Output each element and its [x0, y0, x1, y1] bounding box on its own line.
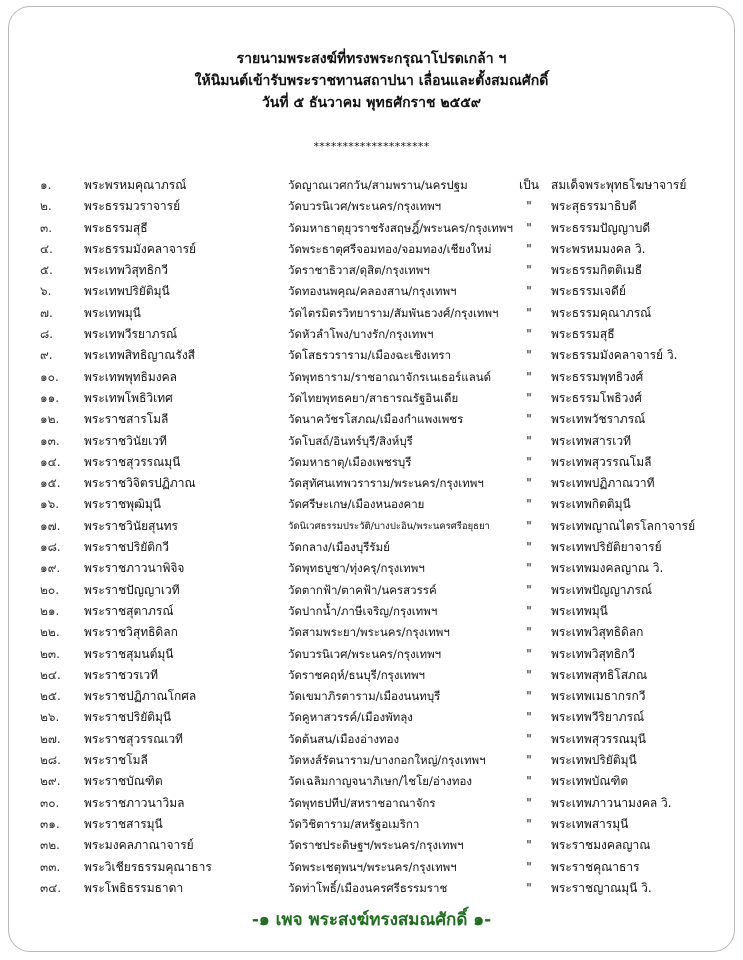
- temple-location: วัดท่าโพธิ์/เมืองนครศรีธรรมราช: [288, 880, 448, 895]
- ditto-mark: ": [526, 625, 532, 640]
- monk-current-title: พระเทพพุทธิมงคล: [84, 369, 178, 384]
- monk-current-title: พระวิเชียรธรรมคุณาธาร: [84, 859, 212, 874]
- item-number: ๑๔.: [40, 454, 61, 469]
- list-item: [0, 665, 743, 686]
- temple-location: วัดทองนพคุณ/คลองสาน/กรุงเทพฯ: [288, 284, 457, 299]
- ditto-mark: เป็น: [519, 178, 539, 192]
- monk-current-title: พระราชโมลี: [84, 753, 148, 768]
- new-title: พระเทพภาวนามงคล วิ.: [551, 795, 672, 810]
- temple-location: วัดวิชิตาราม/สหรัฐอเมริกา: [288, 816, 420, 831]
- new-title: พระเทพสารเวที: [551, 433, 631, 448]
- monk-current-title: พระเทพโพธิวิเทศ: [84, 390, 173, 405]
- new-title: พระธรรมโพธิวงศ์: [551, 390, 642, 405]
- item-number: ๙.: [40, 348, 53, 363]
- item-number: ๒๕.: [40, 689, 61, 704]
- list-item: [0, 367, 743, 388]
- item-number: ๒๗.: [40, 731, 61, 746]
- list-item: [0, 857, 743, 878]
- ditto-mark: ": [526, 603, 532, 618]
- ditto-mark: ": [526, 795, 532, 810]
- ditto-mark: ": [526, 476, 532, 491]
- monk-current-title: พระราชสารโมลี: [84, 412, 169, 427]
- monk-current-title: พระมงคลภาณาจารย์: [84, 838, 194, 853]
- list-item: [0, 218, 743, 239]
- new-title: พระเทพกิตติมุนี: [551, 497, 631, 512]
- new-title: พระเทพสุวรรณโมลี: [551, 454, 652, 469]
- new-title: พระธรรมพุทธิวงศ์: [551, 369, 644, 384]
- item-number: ๕.: [40, 263, 53, 278]
- list-item: [0, 622, 743, 643]
- list-item: [0, 644, 743, 665]
- item-number: ๑๒.: [40, 412, 60, 427]
- temple-location: วัดตากฟ้า/ตาคฟ้า/นครสวรรค์: [288, 582, 437, 597]
- temple-location: วัดพุทธปทีป/สหราชอาณาจักร: [288, 795, 436, 810]
- new-title: พระเทพสุวรรณมุนี: [551, 731, 646, 746]
- header-date-line: วันที่ ๕ ธันวาคม พุทธศักราช ๒๕๕๙: [261, 95, 482, 111]
- ditto-mark: ": [526, 689, 532, 704]
- temple-location: วัดพระธาตุศรีจอมทอง/จอมทอง/เชียงใหม่: [288, 241, 492, 256]
- temple-location: วัดเขมาภิรตาราม/เมืองนนทบุรี: [288, 689, 441, 704]
- temple-location: วัดสามพระยา/พระนคร/กรุงเทพฯ: [288, 625, 450, 640]
- item-number: ๒๐.: [40, 582, 60, 597]
- temple-location: วัดเฉลิมกาญจนาภิเษก/ไชโย/อ่างทอง: [288, 774, 472, 789]
- item-number: ๒๘.: [40, 753, 61, 768]
- separator: ********************: [313, 140, 430, 153]
- new-title: พระเทพญาณไตรโลกาจารย์: [551, 518, 696, 533]
- new-title: พระธรรมสุธี: [551, 327, 615, 342]
- monk-current-title: พระราชสารมุนี: [84, 816, 163, 831]
- ditto-mark: ": [526, 731, 532, 746]
- new-title: พระธรรมคุณาภรณ์: [551, 305, 652, 320]
- temple-location: วัดพุทธบูชา/ทุ่งครุ/กรุงเทพฯ: [288, 561, 425, 576]
- temple-location: วัดไทยพุทธคยา/สาธารณรัฐอินเดีย: [288, 390, 459, 405]
- temple-location: วัดโสธรวราราม/เมืองฉะเชิงเทรา: [288, 348, 452, 363]
- list-item: [0, 388, 743, 409]
- temple-location: วัดศรีษะเกษ/เมืองหนองคาย: [288, 497, 425, 512]
- header-title-line2: ให้นิมนต์เข้ารับพระราชทานสถาปนา เลื่อนและตั้งสมณศักดิ์: [194, 73, 549, 89]
- item-number: ๒๑.: [40, 603, 60, 618]
- temple-location: วัดบวรนิเวศ/พระนคร/กรุงเทพฯ: [288, 646, 442, 661]
- item-number: ๒๔.: [40, 667, 61, 682]
- ditto-mark: ": [526, 774, 532, 789]
- temple-location: วัดคูหาสวรรค์/เมืองพัทลุง: [288, 710, 413, 725]
- list-item: [0, 431, 743, 452]
- ditto-mark: ": [526, 667, 532, 682]
- new-title: พระเทพสุทธิโสภณ: [551, 667, 648, 682]
- list-item: [0, 324, 743, 345]
- ditto-mark: ": [526, 540, 532, 555]
- list-item: [0, 516, 743, 537]
- new-title: พระเทพปัญญาภรณ์: [551, 582, 653, 597]
- item-number: ๔.: [40, 241, 53, 256]
- list-item: [0, 452, 743, 473]
- monk-current-title: พระราชสุวรรณมุนี: [84, 454, 181, 469]
- list-item: [0, 686, 743, 707]
- item-number: ๒๒.: [40, 625, 60, 640]
- list-item: [0, 793, 743, 814]
- temple-location: วัดราชประดิษฐฯ/พระนคร/กรุงเทพฯ: [288, 838, 464, 853]
- monk-current-title: พระราชพุฒิมุนี: [84, 497, 161, 512]
- monk-current-title: พระราชวิจิตรปฏิภาณ: [84, 476, 196, 491]
- ditto-mark: ": [526, 518, 532, 533]
- ditto-mark: ": [526, 816, 532, 831]
- new-title: พระเทพปริยัติยาจารย์: [551, 540, 662, 555]
- new-title: พระเทพปริยัติมุนี: [551, 753, 637, 768]
- new-title: พระเทพสารมุนี: [551, 816, 629, 831]
- new-title: พระราชคุณาธาร: [551, 859, 640, 874]
- list-item: [0, 239, 743, 260]
- list-item: [0, 303, 743, 324]
- ditto-mark: ": [526, 327, 532, 342]
- list-item: [0, 175, 743, 196]
- ditto-mark: ": [526, 284, 532, 299]
- monk-current-title: พระราชภาวนาวิมล: [84, 795, 185, 810]
- ditto-mark: ": [526, 220, 532, 235]
- item-number: ๒๙.: [40, 774, 61, 789]
- monk-current-title: พระธรรมวราจารย์: [84, 199, 181, 214]
- item-number: ๑๘.: [40, 540, 61, 555]
- temple-location: วัดปากน้ำ/ภาษีเจริญ/กรุงเทพฯ: [288, 603, 438, 618]
- temple-location: วัดมหาธาตุยุวราชรังสฤษฎิ์/พระนคร/กรุงเทพฯ: [288, 220, 513, 235]
- ditto-mark: ": [526, 348, 532, 363]
- item-number: ๘.: [40, 327, 54, 342]
- temple-location: วัดราชาธิวาส/ดุสิต/กรุงเทพฯ: [288, 263, 430, 278]
- new-title: พระธรรมปัญญาบดี: [551, 220, 651, 235]
- list-item: [0, 601, 743, 622]
- new-title: สมเด็จพระพุทธโฆษาจารย์: [551, 178, 687, 192]
- ditto-mark: ": [526, 710, 532, 725]
- temple-location: วัดนิเวศธรรมประวัติ/บางปะอิน/พระนครศรีอยุธยา: [288, 520, 490, 532]
- list-item: [0, 473, 743, 494]
- monk-current-title: พระธรรมสุธี: [84, 220, 148, 235]
- item-number: ๒๖.: [40, 710, 60, 725]
- new-title: พระธรรมเจดีย์: [551, 284, 626, 299]
- item-number: ๒๓.: [40, 646, 60, 661]
- footer-page-name: -๑ เพจ พระสงฆ์ทรงสมณศักดิ์ ๑-: [251, 910, 492, 930]
- temple-location: วัดนาควัชรโสภณ/เมืองกำแพงเพชร: [288, 412, 464, 427]
- item-number: ๑.: [40, 178, 52, 192]
- new-title: พระราชญาณมุนี วิ.: [551, 880, 652, 895]
- new-title: พระเทพปฏิภาณวาที: [551, 476, 655, 491]
- list-item: [0, 878, 743, 899]
- ditto-mark: ": [526, 390, 532, 405]
- monk-current-title: พระราชปัญญาเวที: [84, 582, 180, 597]
- list-item: [0, 494, 743, 515]
- new-title: พระสุธรรมาธิบดี: [551, 199, 637, 214]
- new-title: พระธรรมกิตติเมธี: [551, 263, 643, 278]
- monk-current-title: พระเทพมุนี: [84, 305, 141, 320]
- new-title: พระเทพบัณฑิต: [551, 774, 629, 789]
- list-item: [0, 750, 743, 771]
- monk-current-title: พระราชปฏิภาณโกศล: [84, 689, 197, 704]
- ditto-mark: ": [526, 454, 532, 469]
- item-number: ๑๓.: [40, 433, 60, 448]
- item-number: ๖.: [40, 284, 52, 299]
- item-number: ๒.: [40, 199, 52, 214]
- ditto-mark: ": [526, 305, 532, 320]
- ditto-mark: ": [526, 263, 532, 278]
- monk-current-title: พระราชสุมนต์มุนี: [84, 646, 174, 661]
- list-item: [0, 409, 743, 430]
- ditto-mark: ": [526, 433, 532, 448]
- temple-location: วัดพุทธาราม/ราชอาณาจักรเนเธอร์แลนด์: [288, 369, 492, 384]
- monk-current-title: พระเทพสิทธิญาณรังสี: [84, 348, 196, 363]
- item-number: ๓๓.: [40, 859, 61, 874]
- monk-current-title: พระเทพวิสุทธิกวี: [84, 263, 169, 278]
- monk-current-title: พระราชสุวรรณเวที: [84, 731, 183, 746]
- new-title: พระธรรมมังคลาจารย์ วิ.: [551, 348, 678, 363]
- ditto-mark: ": [526, 859, 532, 874]
- ditto-mark: ": [526, 369, 532, 384]
- monk-current-title: พระราชปริยัติกวี: [84, 540, 170, 555]
- ditto-mark: ": [526, 199, 532, 214]
- monk-current-title: พระเทพวีรยาภรณ์: [84, 327, 178, 342]
- monk-current-title: พระราชวินัยสุนทร: [84, 518, 178, 533]
- item-number: ๑๙.: [40, 561, 61, 576]
- temple-location: วัดโบสถ์/อินทร์บุรี/สิงห์บุรี: [288, 433, 413, 448]
- new-title: พระเทพมุนี: [551, 603, 608, 618]
- monk-current-title: พระเทพปริยัติมุนี: [84, 284, 170, 299]
- list-item: [0, 729, 743, 750]
- monk-current-title: พระราชวรเวที: [84, 667, 159, 682]
- new-title: พระเทพเมธากรกวี: [551, 689, 646, 704]
- list-item: [0, 707, 743, 728]
- monk-current-title: พระโพธิธรรมธาดา: [84, 880, 184, 895]
- new-title: พระราชมงคลญาณ: [551, 838, 651, 853]
- monk-current-title: พระราชบัณฑิต: [84, 774, 163, 789]
- temple-location: วัดหงส์รัตนาราม/บางกอกใหญ่/กรุงเทพฯ: [288, 753, 486, 768]
- monk-current-title: พระธรรมมังคลาจารย์: [84, 241, 197, 256]
- item-number: ๑๕.: [40, 476, 61, 491]
- ditto-mark: ": [526, 838, 532, 853]
- list-item: [0, 260, 743, 281]
- new-title: พระเทพมงคลญาณ วิ.: [551, 561, 664, 576]
- ditto-mark: ": [526, 561, 532, 576]
- temple-location: วัดมหาธาตุ/เมืองเพชรบุรี: [288, 454, 412, 469]
- temple-location: วัดราชคฤห์/ธนบุรี/กรุงเทพฯ: [288, 667, 426, 682]
- ditto-mark: ": [526, 412, 532, 427]
- item-number: ๑๐.: [40, 369, 59, 384]
- new-title: พระเทพวิสุทธิดิลก: [551, 625, 644, 640]
- list-item: [0, 196, 743, 217]
- temple-location: วัดต้นสน/เมืองอ่างทอง: [288, 731, 400, 746]
- item-number: ๑๑.: [40, 390, 60, 405]
- temple-location: วัดกลาง/เมืองบุรีรัมย์: [288, 540, 390, 555]
- temple-location: วัดหัวลำโพง/บางรัก/กรุงเทพฯ: [288, 327, 434, 342]
- temple-location: วัดพระเชตุพนฯ/พระนคร/กรุงเทพฯ: [288, 859, 457, 874]
- item-number: ๓๐.: [40, 795, 60, 810]
- ditto-mark: ": [526, 582, 532, 597]
- item-number: ๓๑.: [40, 816, 60, 831]
- monk-current-title: พระราชปริยัติมุนี: [84, 710, 172, 725]
- list-item: [0, 345, 743, 366]
- list-item: [0, 281, 743, 302]
- monk-current-title: พระพรหมคุณาภรณ์: [84, 178, 187, 192]
- monk-list: [0, 175, 743, 899]
- item-number: ๗.: [40, 305, 53, 320]
- new-title: พระเทพวิสุทธิกวี: [551, 646, 636, 661]
- list-item: [0, 771, 743, 792]
- list-item: [0, 814, 743, 835]
- list-item: [0, 537, 743, 558]
- document-header: [0, 48, 743, 114]
- item-number: ๑๖.: [40, 497, 60, 512]
- temple-location: วัดไตรมิตรวิทยาราม/สัมพันธวงศ์/กรุงเทพฯ: [288, 305, 499, 320]
- list-item: [0, 580, 743, 601]
- list-item: [0, 835, 743, 856]
- header-title-line1: รายนามพระสงฆ์ที่ทรงพระกรุณาโปรดเกล้า ฯ: [236, 51, 507, 67]
- ditto-mark: ": [526, 646, 532, 661]
- monk-current-title: พระราชสุตาภรณ์: [84, 603, 174, 618]
- ditto-mark: ": [526, 241, 532, 256]
- temple-location: วัดสุทัศนเทพวราราม/พระนคร/กรุงเทพฯ: [288, 476, 484, 491]
- item-number: ๓๒.: [40, 838, 60, 853]
- ditto-mark: ": [526, 753, 532, 768]
- list-item: [0, 558, 743, 579]
- new-title: พระพรหมมงคล วิ.: [551, 241, 646, 256]
- monk-current-title: พระราชวินัยเวที: [84, 433, 167, 448]
- new-title: พระเทพวีริยาภรณ์: [551, 710, 645, 725]
- ditto-mark: ": [526, 497, 532, 512]
- item-number: ๑๗.: [40, 518, 61, 533]
- item-number: ๓.: [40, 220, 53, 235]
- monk-current-title: พระราชวิสุทธิดิลก: [84, 625, 178, 640]
- temple-location: วัดบวรนิเวศ/พระนคร/กรุงเทพฯ: [288, 199, 442, 214]
- ditto-mark: ": [526, 880, 532, 895]
- temple-location: วัดญาณเวศกวัน/สามพราน/นครปฐม: [288, 178, 468, 192]
- item-number: ๓๔.: [40, 880, 62, 895]
- monk-current-title: พระราชภาวนาพิจิจ: [84, 561, 185, 576]
- new-title: พระเทพวัชราภรณ์: [551, 412, 646, 427]
